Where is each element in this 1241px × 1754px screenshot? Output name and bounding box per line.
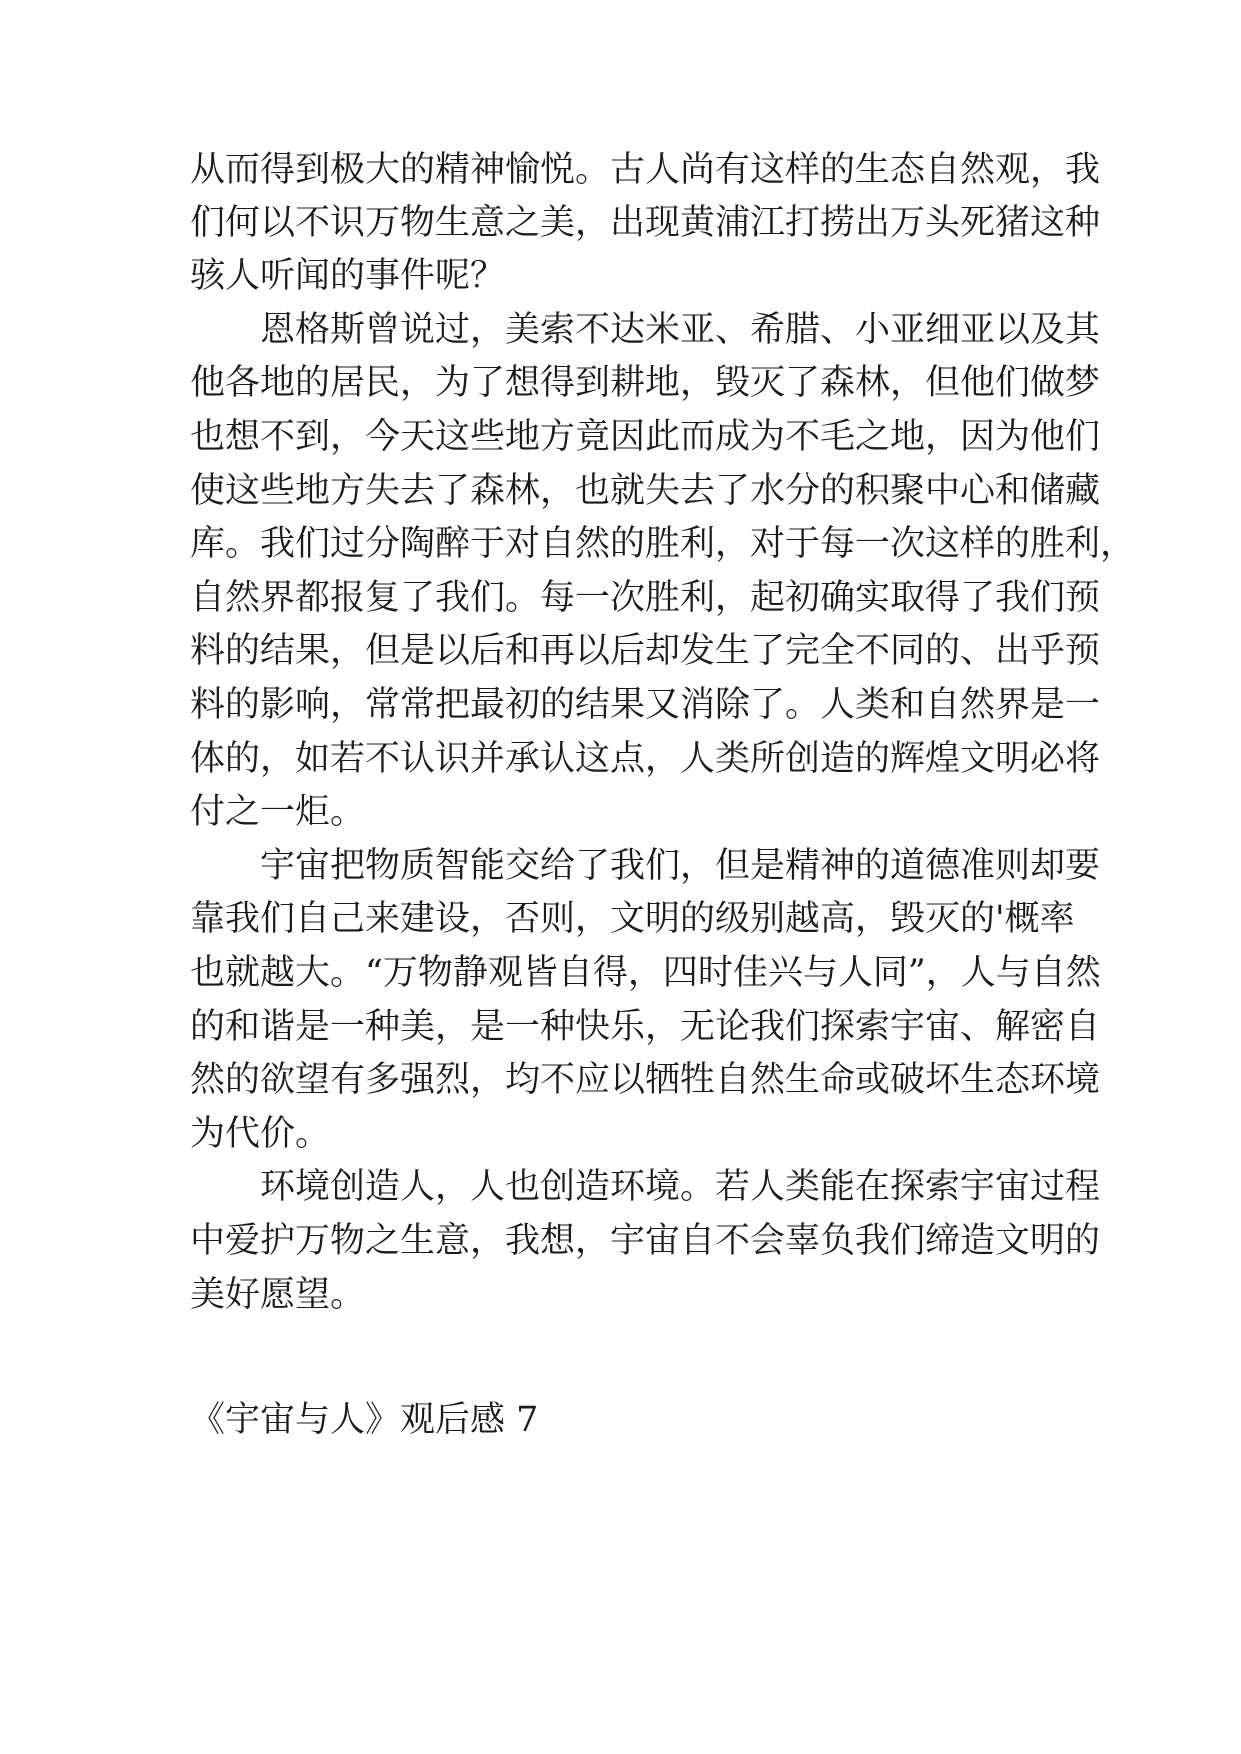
paragraph-3-line-1: 宇宙把物质智能交给了我们，但是精神的道德准则却要 [260, 846, 1101, 886]
paragraph-1-line-3: 骇人听闻的事件呢？ [190, 256, 506, 296]
section-title: 《宇宙与人》观后感 7 [190, 1400, 539, 1440]
paragraph-3-line-6: 为代价。 [190, 1114, 331, 1154]
paragraph-2-line-10: 付之一炬。 [190, 792, 366, 832]
paragraph-2-line-9: 体的，如若不认识并承认这点，人类所创造的辉煌文明必将 [190, 739, 1101, 779]
paragraph-2-line-3: 也想不到，今天这些地方竟因此而成为不毛之地，因为他们 [190, 417, 1101, 457]
paragraph-1-line-2: 们何以不识万物生意之美，出现黄浦江打捞出万头死猪这种 [190, 203, 1101, 243]
paragraph-3-line-4: 的和谐是一种美，是一种快乐，无论我们探索宇宙、解密自 [190, 1007, 1101, 1047]
paragraph-3-line-2: 靠我们自己来建设，否则，文明的级别越高，毁灭的'概率 [190, 899, 1075, 939]
paragraph-1-line-1: 从而得到极大的精神愉悦。古人尚有这样的生态自然观，我 [190, 150, 1101, 190]
paragraph-2-line-5: 库。我们过分陶醉于对自然的胜利，对于每一次这样的胜利， [190, 524, 1136, 564]
paragraph-3-line-5: 然的欲望有多强烈，均不应以牺牲自然生命或破坏生态环境 [190, 1060, 1101, 1100]
paragraph-4-line-2: 中爱护万物之生意，我想，宇宙自不会辜负我们缔造文明的 [190, 1221, 1101, 1261]
paragraph-2-line-7: 料的结果，但是以后和再以后却发生了完全不同的、出乎预 [190, 631, 1101, 671]
paragraph-2-line-1: 恩格斯曾说过，美索不达米亚、希腊、小亚细亚以及其 [260, 310, 1101, 350]
paragraph-2-line-2: 他各地的居民，为了想得到耕地，毁灭了森林，但他们做梦 [190, 363, 1101, 403]
paragraph-2-line-6: 自然界都报复了我们。每一次胜利，起初确实取得了我们预 [190, 578, 1101, 618]
paragraph-2-line-8: 料的影响，常常把最初的结果又消除了。人类和自然界是一 [190, 685, 1101, 725]
paragraph-4-line-1: 环境创造人，人也创造环境。若人类能在探索宇宙过程 [260, 1167, 1101, 1207]
paragraph-3-line-3: 也就越大。“万物静观皆自得，四时佳兴与人同”，人与自然 [190, 953, 1101, 993]
paragraph-4-line-3: 美好愿望。 [190, 1275, 366, 1315]
paragraph-2-line-4: 使这些地方失去了森林，也就失去了水分的积聚中心和储藏 [190, 471, 1101, 511]
